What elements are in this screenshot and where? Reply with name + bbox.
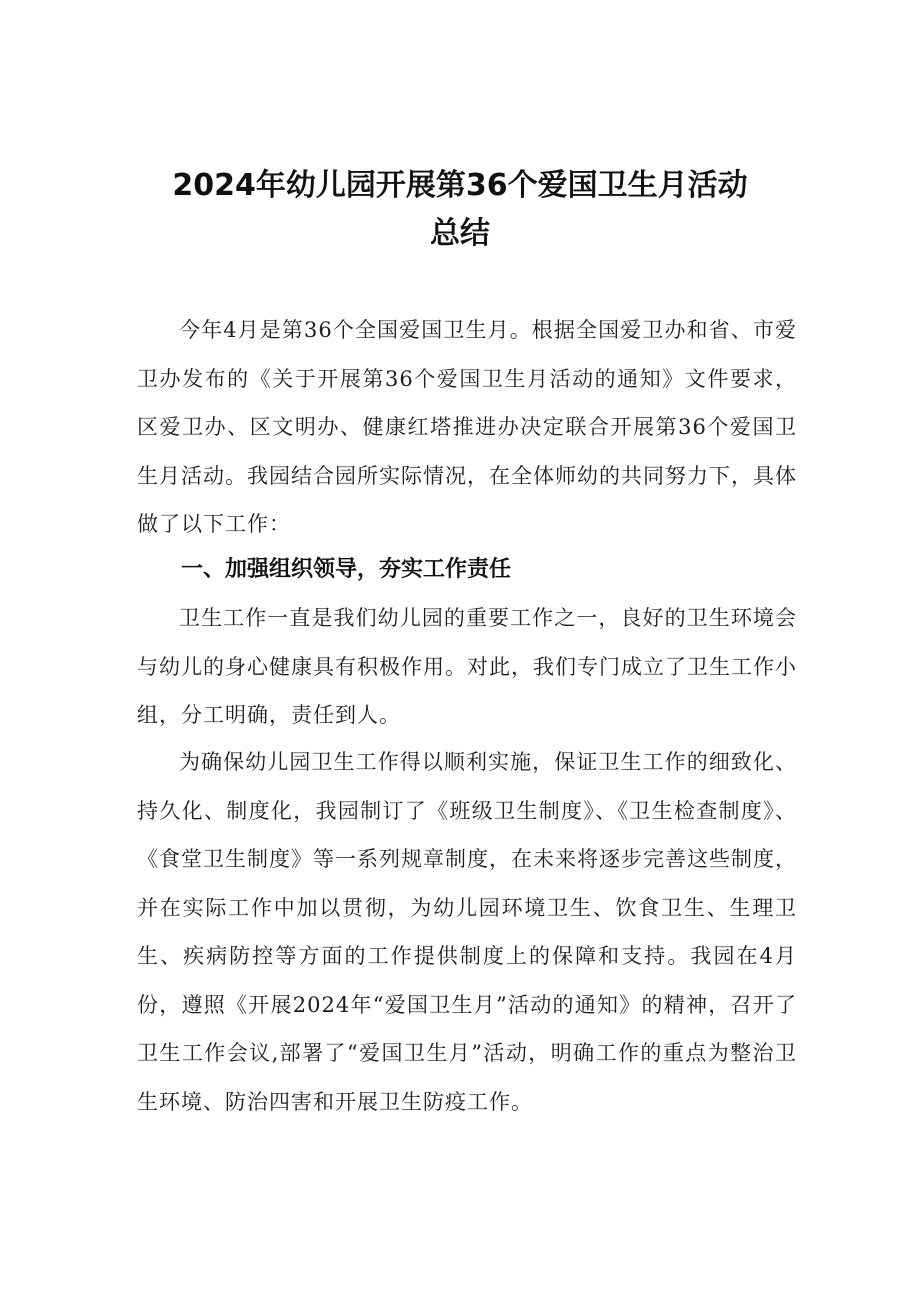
intro-paragraph: 今年4月是第36个全国爱国卫生月。根据全国爱卫办和省、市爱卫办发布的《关于开展第36个爱国卫生月活动的通知》文件要求，区爱卫办、区文明办、健康红塔推进办决定联合开展第36个爱国卫生月活动。我园结合园所实际情况，在全体师幼的共同努力下，具体做了以下工作： xyxy=(137,318,797,536)
document-title-line-1: 2024年幼儿园开展第36个爱国卫生月活动 xyxy=(172,168,748,203)
body-paragraph-2: 卫生工作一直是我们幼儿园的重要工作之一，良好的卫生环境会与幼儿的身心健康具有积极作用。对此，我们专门成立了卫生工作小组，分工明确，责任到人。 xyxy=(137,606,797,727)
document-title-line-2: 总结 xyxy=(430,216,490,251)
section-heading-1: 一、加强组织领导，夯实工作责任 xyxy=(181,557,512,582)
body-paragraph-3: 为确保幼儿园卫生工作得以顺利实施，保证卫生工作的细致化、持久化、制度化，我园制订了《班级卫生制度》、《卫生检查制度》、《食堂卫生制度》等一系列规章制度，在未来将逐步完善这些制度，并在实际工作中加以贯彻，为幼儿园环境卫生、饮食卫生、生理卫生、疾病防控等方面的工作提供制度上的保障和支持。我园在4月份，遵照《开展2024年“爱国卫生月”活动的通知》的精神，召开了卫生工作会议,部署了“爱国卫生月”活动，明确工作的重点为整治卫生环境、防治四害和开展卫生防疫工作。 xyxy=(137,750,797,1114)
